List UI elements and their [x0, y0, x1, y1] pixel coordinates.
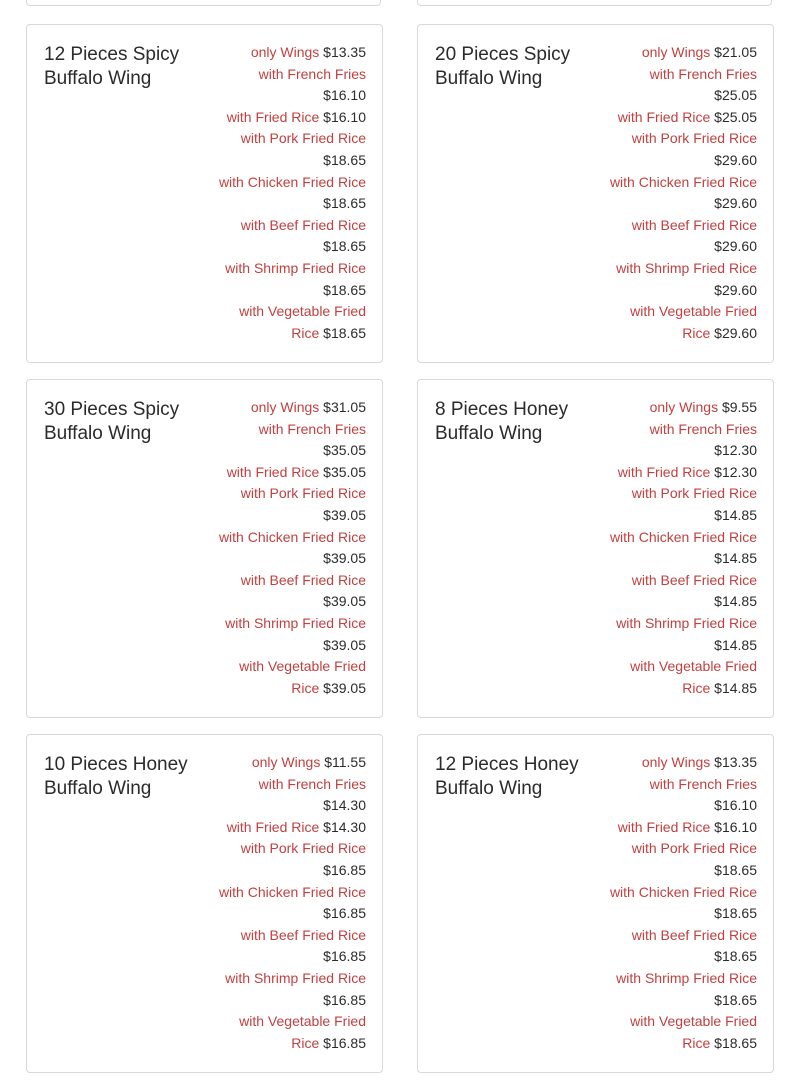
- option-price: $13.35: [323, 44, 366, 60]
- option-label: with Pork Fried Rice: [240, 840, 366, 857]
- menu-item-title: 10 Pieces Honey Buffalo Wing: [44, 754, 188, 799]
- option-price: $18.65: [323, 281, 366, 298]
- option-price: $18.65: [714, 991, 757, 1008]
- menu-item-card[interactable]: [26, 379, 383, 718]
- option-label: with French Fries: [258, 65, 366, 82]
- option-label: with Shrimp Fried Rice: [616, 614, 757, 631]
- menu-item-options: [609, 42, 757, 362]
- option-label: with Fried Rice: [226, 818, 320, 835]
- option-label: with Chicken Fried Rice: [609, 883, 757, 900]
- option-price: $29.60: [714, 324, 757, 341]
- menu-item-options: [218, 752, 366, 1072]
- option-price: $14.85: [714, 506, 757, 523]
- menu-option[interactable]: [609, 301, 757, 344]
- menu-option[interactable]: [609, 397, 757, 419]
- option-label: only Wings: [250, 44, 320, 60]
- menu-option[interactable]: [218, 258, 366, 301]
- option-label: only Wings: [641, 44, 711, 60]
- option-label: with Shrimp Fried Rice: [225, 614, 366, 631]
- menu-option[interactable]: [609, 752, 757, 774]
- option-price: $12.30: [714, 463, 757, 480]
- option-label: with Beef Fried Rice: [240, 571, 366, 588]
- menu-item-card[interactable]: [26, 24, 383, 363]
- option-price: $14.30: [323, 797, 366, 814]
- menu-option[interactable]: [218, 968, 366, 1011]
- option-price: $39.05: [323, 506, 366, 523]
- option-label: with Fried Rice: [226, 463, 320, 480]
- option-price: $25.05: [714, 108, 757, 125]
- menu-option[interactable]: [218, 613, 366, 656]
- option-label: only Wings: [641, 754, 711, 770]
- option-price: $29.60: [714, 195, 757, 212]
- option-label: with Vegetable Fried Rice: [630, 303, 757, 341]
- option-label: with Pork Fried Rice: [631, 840, 757, 857]
- menu-option[interactable]: [609, 64, 757, 107]
- option-price: $16.10: [323, 108, 366, 125]
- previous-menu-card-right[interactable]: [417, 0, 772, 6]
- menu-option[interactable]: [218, 64, 366, 107]
- menu-option[interactable]: [609, 925, 757, 968]
- menu-item-options: [218, 397, 366, 717]
- menu-grid: [26, 24, 774, 1073]
- menu-option[interactable]: [218, 215, 366, 258]
- option-price: $12.30: [714, 442, 757, 459]
- option-price: $9.55: [721, 399, 757, 415]
- option-price: $14.85: [714, 593, 757, 610]
- menu-option[interactable]: [609, 128, 757, 171]
- option-label: with French Fries: [649, 420, 757, 437]
- option-label: with Fried Rice: [617, 108, 711, 125]
- menu-option[interactable]: [218, 774, 366, 817]
- option-price: $18.65: [323, 238, 366, 255]
- option-price: $16.10: [714, 797, 757, 814]
- menu-item-card[interactable]: [417, 734, 774, 1073]
- option-label: with Chicken Fried Rice: [609, 528, 757, 545]
- menu-item-options: [218, 42, 366, 362]
- menu-option[interactable]: [609, 968, 757, 1011]
- option-price: $21.05: [714, 44, 757, 60]
- menu-option[interactable]: [218, 397, 366, 419]
- option-label: with Vegetable Fried Rice: [630, 658, 757, 696]
- option-label: with Beef Fried Rice: [631, 926, 757, 943]
- menu-option[interactable]: [609, 462, 757, 484]
- menu-option[interactable]: [609, 107, 757, 129]
- option-price: $18.65: [323, 151, 366, 168]
- option-price: $29.60: [714, 151, 757, 168]
- menu-item-title: 20 Pieces Spicy Buffalo Wing: [435, 44, 571, 89]
- option-label: with Beef Fried Rice: [631, 571, 757, 588]
- menu-item-title: 12 Pieces Spicy Buffalo Wing: [44, 44, 180, 89]
- menu-option[interactable]: [218, 925, 366, 968]
- menu-option[interactable]: [609, 1011, 757, 1054]
- option-label: with Fried Rice: [226, 108, 320, 125]
- option-label: with Vegetable Fried Rice: [239, 1013, 366, 1051]
- option-price: $29.60: [714, 238, 757, 255]
- menu-option[interactable]: [218, 570, 366, 613]
- menu-option[interactable]: [218, 1011, 366, 1054]
- option-price: $18.65: [323, 195, 366, 212]
- menu-option[interactable]: [218, 42, 366, 64]
- option-price: $14.85: [714, 679, 757, 696]
- menu-option[interactable]: [218, 419, 366, 462]
- option-label: with Vegetable Fried Rice: [630, 1013, 757, 1051]
- menu-option[interactable]: [609, 570, 757, 613]
- menu-option[interactable]: [218, 483, 366, 526]
- option-price: $18.65: [714, 1034, 757, 1051]
- option-label: only Wings: [251, 754, 321, 770]
- option-price: $25.05: [714, 87, 757, 104]
- menu-item-card[interactable]: [417, 24, 774, 363]
- menu-option[interactable]: [218, 882, 366, 925]
- option-label: with Fried Rice: [617, 463, 711, 480]
- menu-option[interactable]: [218, 301, 366, 344]
- option-label: with Fried Rice: [617, 818, 711, 835]
- option-price: $16.85: [323, 991, 366, 1008]
- menu-option[interactable]: [218, 128, 366, 171]
- option-label: only Wings: [250, 399, 320, 415]
- option-label: with French Fries: [649, 65, 757, 82]
- option-label: with Beef Fried Rice: [631, 216, 757, 233]
- option-price: $14.30: [323, 818, 366, 835]
- menu-option[interactable]: [609, 656, 757, 699]
- menu-option[interactable]: [609, 419, 757, 462]
- menu-option[interactable]: [218, 172, 366, 215]
- menu-option[interactable]: [609, 817, 757, 839]
- menu-option[interactable]: [218, 527, 366, 570]
- option-price: $14.85: [714, 550, 757, 567]
- option-price: $18.65: [714, 905, 757, 922]
- option-price: $29.60: [714, 281, 757, 298]
- menu-item-options: [609, 397, 757, 717]
- option-label: with Shrimp Fried Rice: [225, 259, 366, 276]
- option-label: with Pork Fried Rice: [631, 485, 757, 502]
- menu-option[interactable]: [218, 656, 366, 699]
- menu-option[interactable]: [609, 42, 757, 64]
- option-label: with Vegetable Fried Rice: [239, 303, 366, 341]
- menu-item-title: 8 Pieces Honey Buffalo Wing: [435, 399, 569, 444]
- option-label: only Wings: [649, 399, 719, 415]
- option-price: $16.85: [323, 861, 366, 878]
- option-price: $16.85: [323, 1034, 366, 1051]
- option-price: $39.05: [323, 636, 366, 653]
- menu-option[interactable]: [609, 527, 757, 570]
- previous-menu-card-left[interactable]: [26, 0, 381, 6]
- option-price: $14.85: [714, 636, 757, 653]
- option-label: with Beef Fried Rice: [240, 216, 366, 233]
- option-label: with Pork Fried Rice: [631, 130, 757, 147]
- option-label: with Pork Fried Rice: [240, 485, 366, 502]
- menu-option[interactable]: [218, 462, 366, 484]
- option-label: with Chicken Fried Rice: [609, 173, 757, 190]
- menu-item-title: 12 Pieces Honey Buffalo Wing: [435, 754, 579, 799]
- menu-option[interactable]: [218, 752, 366, 774]
- option-label: with Chicken Fried Rice: [218, 528, 366, 545]
- menu-item-card[interactable]: [26, 734, 383, 1073]
- option-price: $11.55: [324, 754, 366, 770]
- option-price: $16.85: [323, 948, 366, 965]
- menu-option[interactable]: [609, 215, 757, 258]
- option-label: with Shrimp Fried Rice: [225, 969, 366, 986]
- option-price: $39.05: [323, 679, 366, 696]
- menu-option[interactable]: [609, 774, 757, 817]
- option-price: $16.10: [714, 818, 757, 835]
- menu-option[interactable]: [609, 882, 757, 925]
- menu-option[interactable]: [218, 817, 366, 839]
- option-label: with Beef Fried Rice: [240, 926, 366, 943]
- option-label: with French Fries: [258, 420, 366, 437]
- option-label: with Vegetable Fried Rice: [239, 658, 366, 696]
- option-price: $18.65: [714, 861, 757, 878]
- menu-item-card[interactable]: [417, 379, 774, 718]
- menu-option[interactable]: [609, 483, 757, 526]
- option-price: $35.05: [323, 463, 366, 480]
- option-price: $39.05: [323, 550, 366, 567]
- menu-item-title: 30 Pieces Spicy Buffalo Wing: [44, 399, 180, 444]
- option-price: $18.65: [323, 324, 366, 341]
- option-price: $16.10: [323, 87, 366, 104]
- option-label: with Shrimp Fried Rice: [616, 259, 757, 276]
- option-price: $13.35: [714, 754, 757, 770]
- menu-option[interactable]: [218, 107, 366, 129]
- menu-option[interactable]: [218, 838, 366, 881]
- option-label: with Pork Fried Rice: [240, 130, 366, 147]
- option-price: $16.85: [323, 905, 366, 922]
- menu-option[interactable]: [609, 613, 757, 656]
- menu-item-options: [609, 752, 757, 1072]
- option-price: $35.05: [323, 442, 366, 459]
- option-label: with Chicken Fried Rice: [218, 173, 366, 190]
- menu-option[interactable]: [609, 258, 757, 301]
- option-label: with Chicken Fried Rice: [218, 883, 366, 900]
- option-price: $39.05: [323, 593, 366, 610]
- menu-option[interactable]: [609, 172, 757, 215]
- option-price: $18.65: [714, 948, 757, 965]
- option-label: with Shrimp Fried Rice: [616, 969, 757, 986]
- option-label: with French Fries: [258, 775, 366, 792]
- menu-option[interactable]: [609, 838, 757, 881]
- option-price: $31.05: [323, 399, 366, 415]
- option-label: with French Fries: [649, 775, 757, 792]
